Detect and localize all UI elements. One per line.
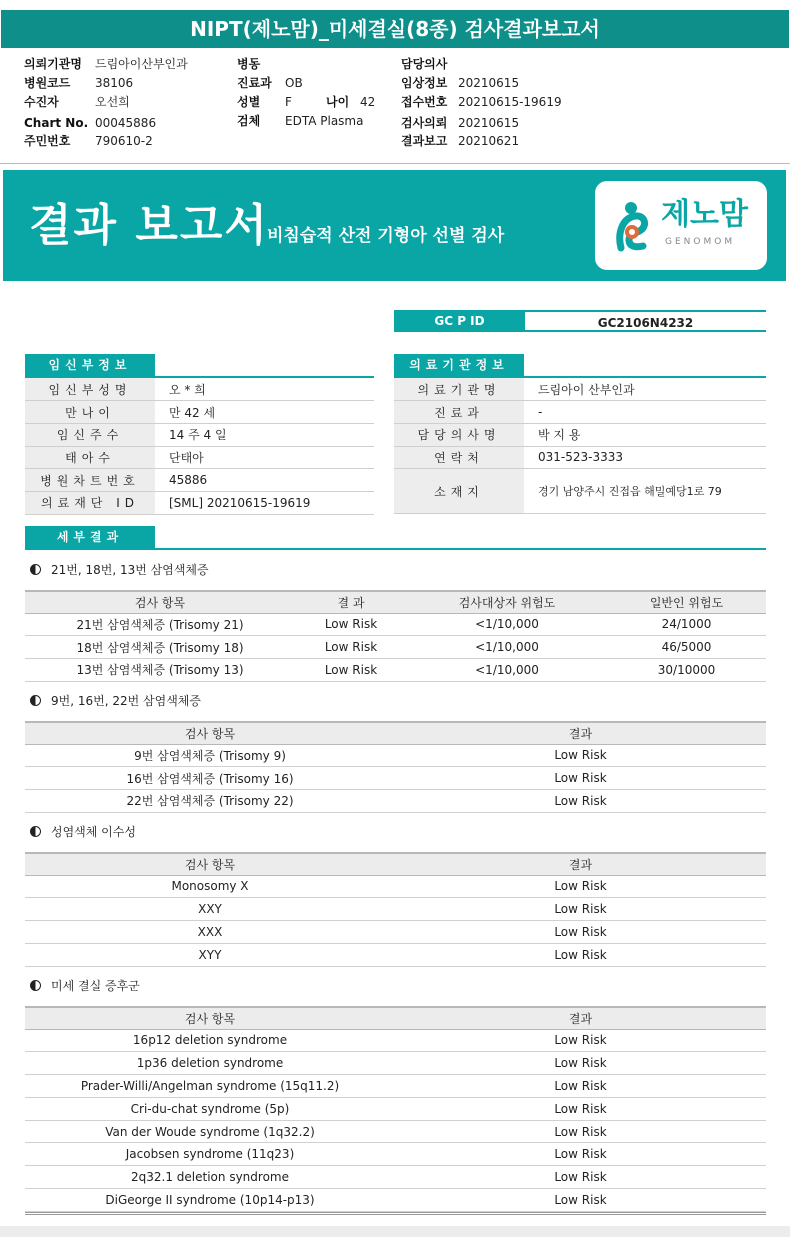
institution-info-table (394, 378, 766, 514)
table-row (25, 1052, 766, 1075)
pregnant-info-value: 단태아 (155, 446, 374, 469)
half-circle-icon (30, 826, 41, 837)
hospital-code-value: 38106 (95, 76, 134, 90)
table-row (25, 790, 766, 813)
institution-info-label: 연락처 (394, 446, 524, 469)
group1-cell: 24/1000 (607, 613, 766, 636)
group3-cell: Low Risk (395, 921, 766, 944)
half-circle-icon (30, 564, 41, 575)
half-circle-icon (30, 695, 41, 706)
report-date-value: 20210621 (458, 134, 520, 148)
hospital-code-label: 병원코드 (24, 76, 71, 90)
table-row (25, 943, 766, 966)
group3-table (25, 852, 766, 967)
institution-info-label: 담당의사명 (394, 423, 524, 446)
header-divider (0, 163, 790, 164)
table-row (25, 767, 766, 790)
ward-label: 병동 (237, 57, 261, 71)
banner-subtitle: 비침습적 산전 기형아 선별 검사 (267, 226, 505, 246)
group2-cell: 22번 삼염색체증 (Trisomy 22) (25, 790, 395, 813)
logo-text: 제노맘 (661, 197, 748, 232)
group4-cell: Low Risk (395, 1029, 766, 1052)
table-row (25, 875, 766, 898)
logo-subtext: GENOMOM (665, 237, 736, 247)
table-row (25, 1189, 766, 1212)
specimen-value: EDTA Plasma (285, 114, 364, 128)
dept-label: 진료과 (237, 76, 272, 90)
group4-cell: Cri-du-chat syndrome (5p) (25, 1097, 395, 1120)
group2-cell: Low Risk (395, 744, 766, 767)
group2-column-header: 검사 항목 (25, 722, 395, 744)
pregnant-info-label: 임신주수 (25, 423, 155, 446)
pregnant-info-row (25, 469, 374, 492)
dept-value: OB (285, 76, 303, 90)
report-date-label: 결과보고 (401, 134, 448, 148)
pregnant-info-value: 오 * 희 (155, 378, 374, 401)
group4-cell: 1p36 deletion syndrome (25, 1052, 395, 1075)
group1-cell: 18번 삼염색체증 (Trisomy 18) (25, 636, 295, 659)
pregnant-info-value: [SML] 20210615-19619 (155, 491, 374, 514)
receipt-label: 접수번호 (401, 95, 448, 109)
group2-column-header: 결과 (395, 722, 766, 744)
pregnant-info-value: 만 42 세 (155, 401, 374, 424)
institution-info-row (394, 401, 766, 424)
examinee-value: 오선희 (95, 95, 130, 109)
group1-cell: <1/10,000 (407, 659, 607, 682)
group4-column-header: 검사 항목 (25, 1007, 395, 1029)
group1-column-header: 검사대상자 위험도 (407, 591, 607, 613)
group3-column-header: 결과 (395, 853, 766, 875)
group1-cell: 13번 삼염색체증 (Trisomy 13) (25, 659, 295, 682)
group4-table (25, 1006, 766, 1212)
banner-title: 결과 보고서 (29, 200, 269, 251)
request-value: 20210615 (458, 116, 520, 130)
table-row (25, 1143, 766, 1166)
group1-cell: Low Risk (295, 613, 407, 636)
group4-cell: DiGeorge II syndrome (10p14-p13) (25, 1189, 395, 1212)
table-row (25, 1097, 766, 1120)
group3-cell: Low Risk (395, 898, 766, 921)
pregnant-info-label: 태아수 (25, 446, 155, 469)
group4-cell: Van der Woude syndrome (1q32.2) (25, 1120, 395, 1143)
institution-info-value: 박 지 용 (524, 423, 766, 446)
specimen-label: 검체 (237, 114, 261, 128)
group2-cell: 9번 삼염색체증 (Trisomy 9) (25, 744, 395, 767)
group4-title (30, 977, 140, 995)
group3-cell: XYY (25, 943, 395, 966)
group3-cell: Low Risk (395, 943, 766, 966)
chart-no-value: 00045886 (95, 116, 157, 130)
group2-cell: Low Risk (395, 790, 766, 813)
group2-header-row (25, 722, 766, 744)
table-row (25, 921, 766, 944)
group4-cell: Low Risk (395, 1143, 766, 1166)
resident-no-label: 주민번호 (24, 134, 71, 148)
group2-cell: Low Risk (395, 767, 766, 790)
institution-info-row (394, 469, 766, 514)
pregnant-info-value: 45886 (155, 469, 374, 492)
group1-title-text: 21번, 18번, 13번 삼염색체증 (51, 563, 209, 577)
group1-cell: 46/5000 (607, 636, 766, 659)
institution-info-header: 의료기관정보 (394, 354, 524, 376)
result-banner (3, 170, 786, 281)
table-row (25, 1075, 766, 1098)
group4-cell: Low Risk (395, 1075, 766, 1098)
institution-info-row (394, 378, 766, 401)
table-row (25, 898, 766, 921)
group1-cell: 30/10000 (607, 659, 766, 682)
pregnant-info-label: 병원차트번호 (25, 469, 155, 492)
bottom-rule (25, 1212, 766, 1215)
group1-cell: Low Risk (295, 636, 407, 659)
pregnant-info-label: 만나이 (25, 401, 155, 424)
request-label: 검사의뢰 (401, 116, 448, 130)
institution-info-value: - (524, 401, 766, 424)
group3-cell: XXX (25, 921, 395, 944)
group3-header-row (25, 853, 766, 875)
group1-cell: 21번 삼염색체증 (Trisomy 21) (25, 613, 295, 636)
pregnant-info-label: 임신부성명 (25, 378, 155, 401)
pregnant-info-row (25, 446, 374, 469)
group3-title-text: 성염색체 이수성 (51, 825, 136, 839)
detail-results-rule (25, 548, 766, 550)
group4-cell: Prader-Willi/Angelman syndrome (15q11.2) (25, 1075, 395, 1098)
group1-title (30, 561, 209, 579)
group4-title-text: 미세 결실 증후군 (51, 979, 140, 993)
group1-cell: <1/10,000 (407, 636, 607, 659)
institution-info-label: 진료과 (394, 401, 524, 424)
institution-info-label: 소재지 (394, 469, 524, 514)
group1-table (25, 590, 766, 682)
group4-cell: Low Risk (395, 1097, 766, 1120)
table-row (25, 636, 766, 659)
group4-cell: Low Risk (395, 1189, 766, 1212)
pregnant-info-value: 14 주 4 일 (155, 423, 374, 446)
institution-info-row (394, 423, 766, 446)
group4-cell: Jacobsen syndrome (11q23) (25, 1143, 395, 1166)
chart-no-label: Chart No. (24, 116, 89, 130)
table-row (25, 659, 766, 682)
gcpid-label: GC P ID (394, 310, 525, 332)
pregnant-info-row (25, 491, 374, 514)
group2-title-text: 9번, 16번, 22번 삼염색체증 (51, 694, 201, 708)
pregnant-info-table (25, 378, 374, 515)
genomom-logo (595, 181, 767, 270)
group1-header-row (25, 591, 766, 613)
detail-results-header: 세부결과 (25, 526, 155, 548)
gcpid-value: GC2106N4232 (525, 310, 766, 332)
resident-no-value: 790610-2 (95, 134, 153, 148)
age-value: 42 (360, 95, 376, 109)
group1-cell: Low Risk (295, 659, 407, 682)
group1-column-header: 검사 항목 (25, 591, 295, 613)
pregnant-info-row (25, 401, 374, 424)
report-title: NIPT(제노맘)_미세결실(8종) 검사결과보고서 (1, 10, 789, 48)
group1-column-header: 결 과 (295, 591, 407, 613)
institution-info-row (394, 446, 766, 469)
group4-header-row (25, 1007, 766, 1029)
age-label: 나이 (326, 95, 350, 109)
group1-column-header: 일반인 위험도 (607, 591, 766, 613)
group4-cell: 16p12 deletion syndrome (25, 1029, 395, 1052)
institution-info-value: 031-523-3333 (524, 446, 766, 469)
institution-info-label: 의료기관명 (394, 378, 524, 401)
group3-title (30, 823, 136, 841)
sex-value: F (285, 95, 292, 109)
group2-title (30, 692, 201, 710)
clinical-label: 임상정보 (401, 76, 448, 90)
half-circle-icon (30, 980, 41, 991)
group4-cell: Low Risk (395, 1166, 766, 1189)
examinee-label: 수진자 (24, 95, 59, 109)
table-row (25, 1120, 766, 1143)
table-row (25, 1166, 766, 1189)
doctor-label: 담당의사 (401, 57, 448, 71)
group4-cell: 2q32.1 deletion syndrome (25, 1166, 395, 1189)
group2-cell: 16번 삼염색체증 (Trisomy 16) (25, 767, 395, 790)
pregnant-info-row (25, 423, 374, 446)
institution-value: 드림아이산부인과 (95, 57, 188, 71)
sex-label: 성별 (237, 95, 261, 109)
group4-column-header: 결과 (395, 1007, 766, 1029)
institution-info-value: 경기 남양주시 진접읍 해밀예당1로 79 (524, 469, 766, 514)
table-row (25, 613, 766, 636)
group3-cell: XXY (25, 898, 395, 921)
group1-cell: <1/10,000 (407, 613, 607, 636)
receipt-value: 20210615-19619 (458, 95, 562, 109)
group3-column-header: 검사 항목 (25, 853, 395, 875)
group4-cell: Low Risk (395, 1052, 766, 1075)
pregnant-info-row (25, 378, 374, 401)
group3-cell: Low Risk (395, 875, 766, 898)
table-row (25, 1029, 766, 1052)
institution-label: 의뢰기관명 (24, 57, 82, 71)
group2-table (25, 721, 766, 813)
clinical-value: 20210615 (458, 76, 520, 90)
institution-info-value: 드림아이 산부인과 (524, 378, 766, 401)
pregnant-info-label: 의료재단 ID (25, 491, 155, 514)
group4-cell: Low Risk (395, 1120, 766, 1143)
pregnant-info-header: 임신부정보 (25, 354, 155, 376)
group3-cell: Monosomy X (25, 875, 395, 898)
table-row (25, 744, 766, 767)
